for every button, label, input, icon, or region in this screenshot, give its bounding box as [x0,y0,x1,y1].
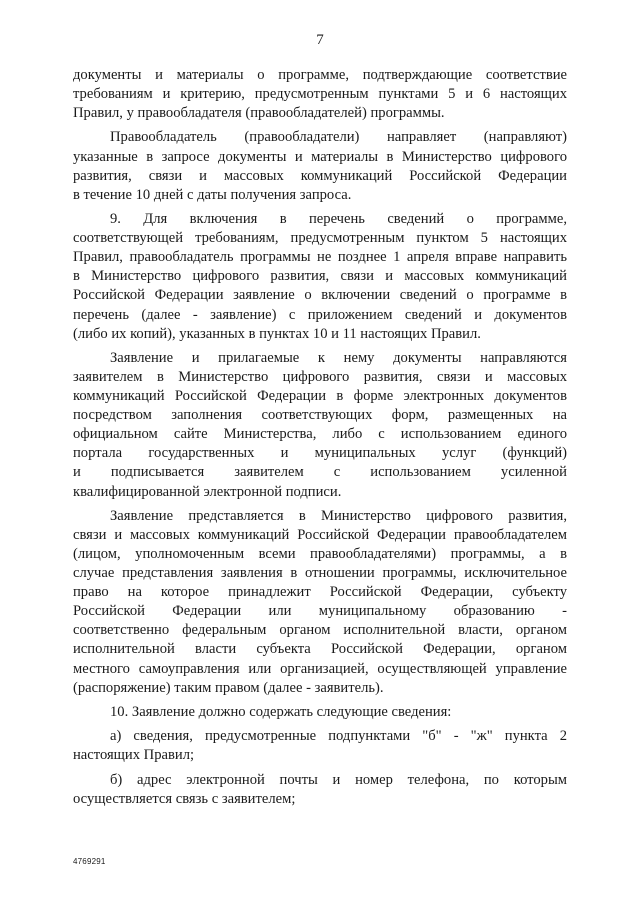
paragraph-item-10 [73,703,567,722]
text-line: (либо их копий), указанных в пунктах 10 и 11 настоящих Правил. [73,325,481,342]
text-line: 10. Заявление должно содержать следующие сведения: [110,703,452,720]
text-line: документы и материалы о программе, подтверждающие соответствие [73,67,567,83]
document-body [73,66,567,814]
text-line: местного самоуправления или организацией, осуществляющей управление [73,660,567,677]
text-line: в Министерство цифрового развития, связи и массовых коммуникаций [73,268,567,285]
document-id: 4769291 [73,857,106,866]
text-line: Российской Федерации или муниципальному образованию - [73,603,567,620]
text-line: осуществляется связь с заявителем; [73,790,296,807]
text-line: связи и массовых коммуникаций Российской Федерации правообладателем [73,526,567,543]
text-line: (лицом, уполномоченным всеми правообладателями) программы, а в [73,546,567,562]
text-line: 9. Для включения в перечень сведений о программе, [110,211,567,228]
paragraph-application-submission [73,349,567,502]
text-line: а) сведения, предусмотренные подпунктами "б" - "ж" пункта 2 [110,728,567,745]
text-line: коммуникаций Российской Федерации в форме электронных документов [73,388,567,405]
text-line: Заявление представляется в Министерство цифрового развития, [110,507,567,524]
text-line: развития, связи и массовых коммуникаций Российской Федерации [73,167,567,184]
text-line: Правил, правообладатель программы не позднее 1 апреля вправе направить [73,249,567,266]
text-line: квалифицированной электронной подписи. [73,483,342,500]
text-line: Заявление и прилагаемые к нему документы направляются [110,349,567,366]
page-number: 7 [316,32,324,48]
paragraph-application-presenter [73,507,567,698]
paragraph-subitem-b [73,771,567,809]
text-line: требованиям и критерию, предусмотренным пунктами 5 и 6 настоящих [73,86,567,103]
text-line: Российской Федерации заявление о включении сведений о программе в [73,287,567,304]
text-line: соответственно федеральным органом исполнительной власти, органом [73,622,567,639]
text-line: настоящих Правил; [73,747,195,764]
paragraph-rightholder [73,128,567,204]
paragraph-subitem-a [73,727,567,765]
text-line: Правообладатель (правообладатели) направляет (направляют) [110,129,567,146]
text-line: случае представления заявления в отношении программы, исключительное [73,565,567,582]
text-line: в течение 10 дней с даты получения запроса. [73,186,352,203]
text-line: портала государственных и муниципальных услуг (функций) [73,445,567,462]
text-line: официальном сайте Министерства, либо с использованием единого [73,426,567,443]
text-line: право на которое принадлежит Российской Федерации, субъекту [73,584,567,601]
text-line: заявителем в Министерство цифрового развития, связи и массовых [73,368,567,385]
text-line: перечень (далее - заявление) с приложением сведений и документов [73,306,567,323]
text-line: Правил, у правообладателя (правообладателей) программы. [73,105,445,122]
text-line: посредством заполнения соответствующих форм, размещенных на [73,407,567,424]
text-line: б) адрес электронной почты и номер телефона, по которым [110,771,567,788]
text-line: и подписывается заявителем с использованием усиленной [73,464,567,481]
paragraph-item-9 [73,210,567,344]
text-line: соответствующей требованиям, предусмотренным пунктом 5 настоящих [73,230,567,247]
text-line: (распоряжение) таким правом (далее - заявитель). [73,679,384,696]
text-line: исполнительной власти субъекта Российской Федерации, органом [73,641,567,658]
text-line: указанные в запросе документы и материалы в Министерство цифрового [73,148,567,165]
paragraph-continuation [73,66,567,123]
